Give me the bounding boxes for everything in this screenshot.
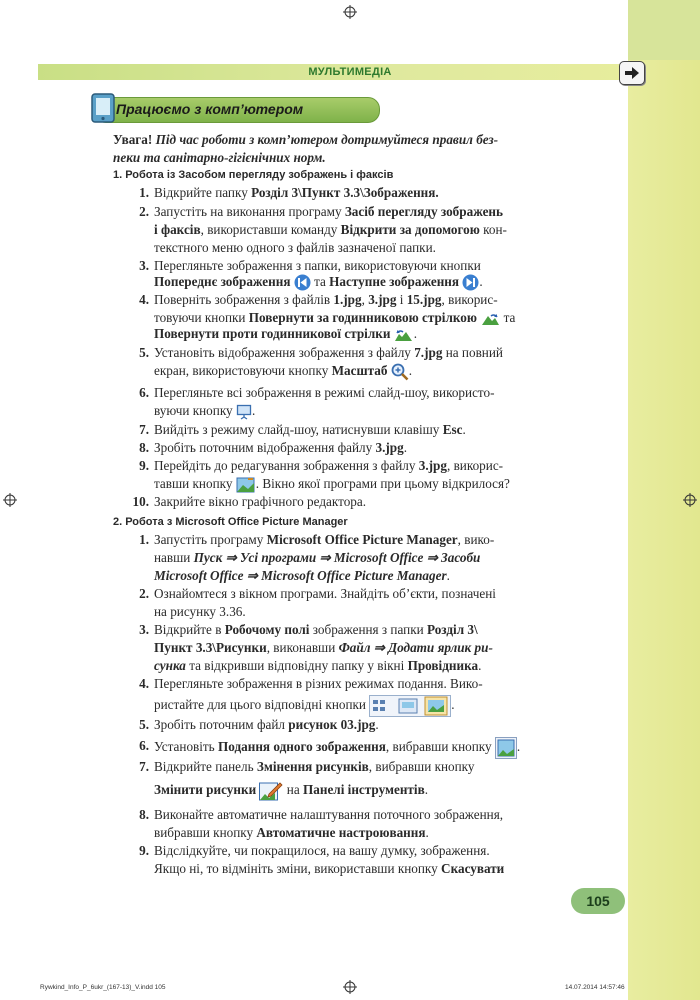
list-item: Якщо ні, то відмініть зміни, використавши кнопку Скасувати xyxy=(154,861,505,876)
list-item: Змінити рисунки на Панелі інструментів. xyxy=(154,780,428,802)
header-title: МУЛЬТИМЕДІА xyxy=(308,66,392,78)
list-item: текстного меню одного з файлів зазначеної папки. xyxy=(154,240,436,255)
registration-mark-icon xyxy=(343,980,357,994)
section-title: Працюємо з комп’ютером xyxy=(116,101,304,117)
list-item: Запустіть програму Microsoft Office Picture Manager, вико- xyxy=(154,532,495,547)
list-item: Зробіть поточним файл рисунок 03.jpg. xyxy=(154,717,379,732)
computer-monitor-icon xyxy=(90,92,116,124)
footer-file: Rywkind_Info_P_6ukr_(167-13)_V.indd 105 xyxy=(40,984,166,991)
registration-mark-icon xyxy=(3,493,17,507)
list-number: 5. xyxy=(139,345,149,360)
list-number: 10. xyxy=(132,494,149,509)
list-number: 9. xyxy=(139,843,149,858)
part2-heading: 2. Робота з Microsoft Office Picture Manager xyxy=(113,516,348,528)
list-number: 1. xyxy=(139,532,149,547)
part1-heading: 1. Робота із Засобом перегляду зображень і факсів xyxy=(113,169,394,181)
list-item: Установіть Подання одного зображення, вибравши кнопку . xyxy=(154,737,520,759)
slideshow-icon xyxy=(236,404,252,420)
list-item: Відкрийте папку Розділ 3\Пункт 3.3\Зображення. xyxy=(154,185,439,200)
list-item: Зробіть поточним відображення файлу 3.jpg. xyxy=(154,440,408,455)
list-item: екран, використовуючи кнопку Масштаб . xyxy=(154,362,412,381)
warning-line-2: пеки та санітарно-гігієнічних норм. xyxy=(113,150,326,165)
rotate-clockwise-icon xyxy=(480,312,500,326)
list-item: сунка та відкривши відповідну папку у вікні Провідника. xyxy=(154,658,482,673)
single-image-view-icon xyxy=(495,737,517,759)
zoom-icon xyxy=(391,363,409,381)
list-number: 4. xyxy=(139,676,149,691)
registration-mark-icon xyxy=(683,493,697,507)
list-item: Вийдіть з режиму слайд-шоу, натиснувши клавішу Esc. xyxy=(154,422,466,437)
list-number: 2. xyxy=(139,586,149,601)
list-number: 3. xyxy=(139,258,149,273)
previous-image-icon xyxy=(294,274,311,291)
list-item: Ознайомтеся з вікном програми. Знайдіть об’єкти, позначені xyxy=(154,586,496,601)
list-number: 3. xyxy=(139,622,149,637)
list-item: Перегляньте зображення в різних режимах подання. Вико- xyxy=(154,676,483,691)
list-number: 6. xyxy=(139,385,149,400)
list-item: Установіть відображення зображення з файлу 7.jpg на повний xyxy=(154,345,503,360)
list-number: 4. xyxy=(139,292,149,307)
list-number: 7. xyxy=(139,759,149,774)
list-item: і факсів, використавши команду Відкрити за допомогою кон- xyxy=(154,222,507,237)
list-item: Перегляньте зображення з папки, використовуючи кнопки xyxy=(154,258,481,273)
list-item: Поверніть зображення з файлів 1.jpg, 3.jpg і 15.jpg, викорис- xyxy=(154,292,498,307)
list-number: 9. xyxy=(139,458,149,473)
list-item: на рисунку 3.36. xyxy=(154,604,246,619)
list-item: вибравши кнопку Автоматичне настроювання. xyxy=(154,825,429,840)
list-item: Відкрийте в Робочому полі зображення з папки Розділ 3\ xyxy=(154,622,478,637)
list-item: Повернути проти годинникової стрілки . xyxy=(154,326,418,341)
list-item: Відслідкуйте, чи покращилося, на вашу думку, зображення. xyxy=(154,843,490,858)
list-item: Перегляньте всі зображення в режимі слайд-шоу, використо- xyxy=(154,385,495,400)
list-item: Пункт 3.3\Рисунки, виконавши Файл ⇒ Додати ярлик ри- xyxy=(154,640,493,655)
list-number: 8. xyxy=(139,440,149,455)
list-number: 2. xyxy=(139,204,149,219)
side-band-top xyxy=(628,0,700,60)
list-item: Відкрийте панель Змінення рисунків, вибравши кнопку xyxy=(154,759,475,774)
list-item: ристайте для цього відповідні кнопки . xyxy=(154,695,455,717)
edit-pictures-icon xyxy=(259,780,283,802)
list-number: 5. xyxy=(139,717,149,732)
list-item: Попереднє зображення та Наступне зображення . xyxy=(154,273,483,291)
list-number: 8. xyxy=(139,807,149,822)
warning-line-1: Увага! Під час роботи з комп’ютером дотримуйтеся правил без- xyxy=(113,132,499,147)
list-item: вуючи кнопку . xyxy=(154,403,256,418)
registration-mark-icon xyxy=(343,5,357,19)
list-number: 6. xyxy=(139,738,149,753)
list-item: тавши кнопку . Вікно якої програми при цьому відкрилося? xyxy=(154,475,510,494)
list-item: товуючи кнопки Повернути за годинниковою стрілкою та xyxy=(154,310,516,325)
next-arrow-icon xyxy=(619,61,645,85)
list-number: 1. xyxy=(139,185,149,200)
page-number: 105 xyxy=(586,893,610,909)
view-mode-buttons-icon xyxy=(369,695,451,717)
next-image-icon xyxy=(462,274,479,291)
footer-date: 14.07.2014 14:57:46 xyxy=(565,984,625,991)
list-number: 7. xyxy=(139,422,149,437)
list-item: Закрийте вікно графічного редактора. xyxy=(154,494,367,509)
list-item: Перейдіть до редагування зображення з файлу 3.jpg, викорис- xyxy=(154,458,504,473)
list-item: Запустіть на виконання програму Засіб перегляду зображень xyxy=(154,204,504,219)
list-item: навши Пуск ⇒ Усі програми ⇒ Microsoft Office ⇒ Засоби xyxy=(154,550,481,565)
rotate-counterclockwise-icon xyxy=(394,328,414,342)
edit-image-icon xyxy=(236,476,256,494)
list-item: Виконайте автоматичне налаштування поточного зображення, xyxy=(154,807,504,822)
list-item: Microsoft Office ⇒ Microsoft Office Picture Manager. xyxy=(154,568,450,583)
